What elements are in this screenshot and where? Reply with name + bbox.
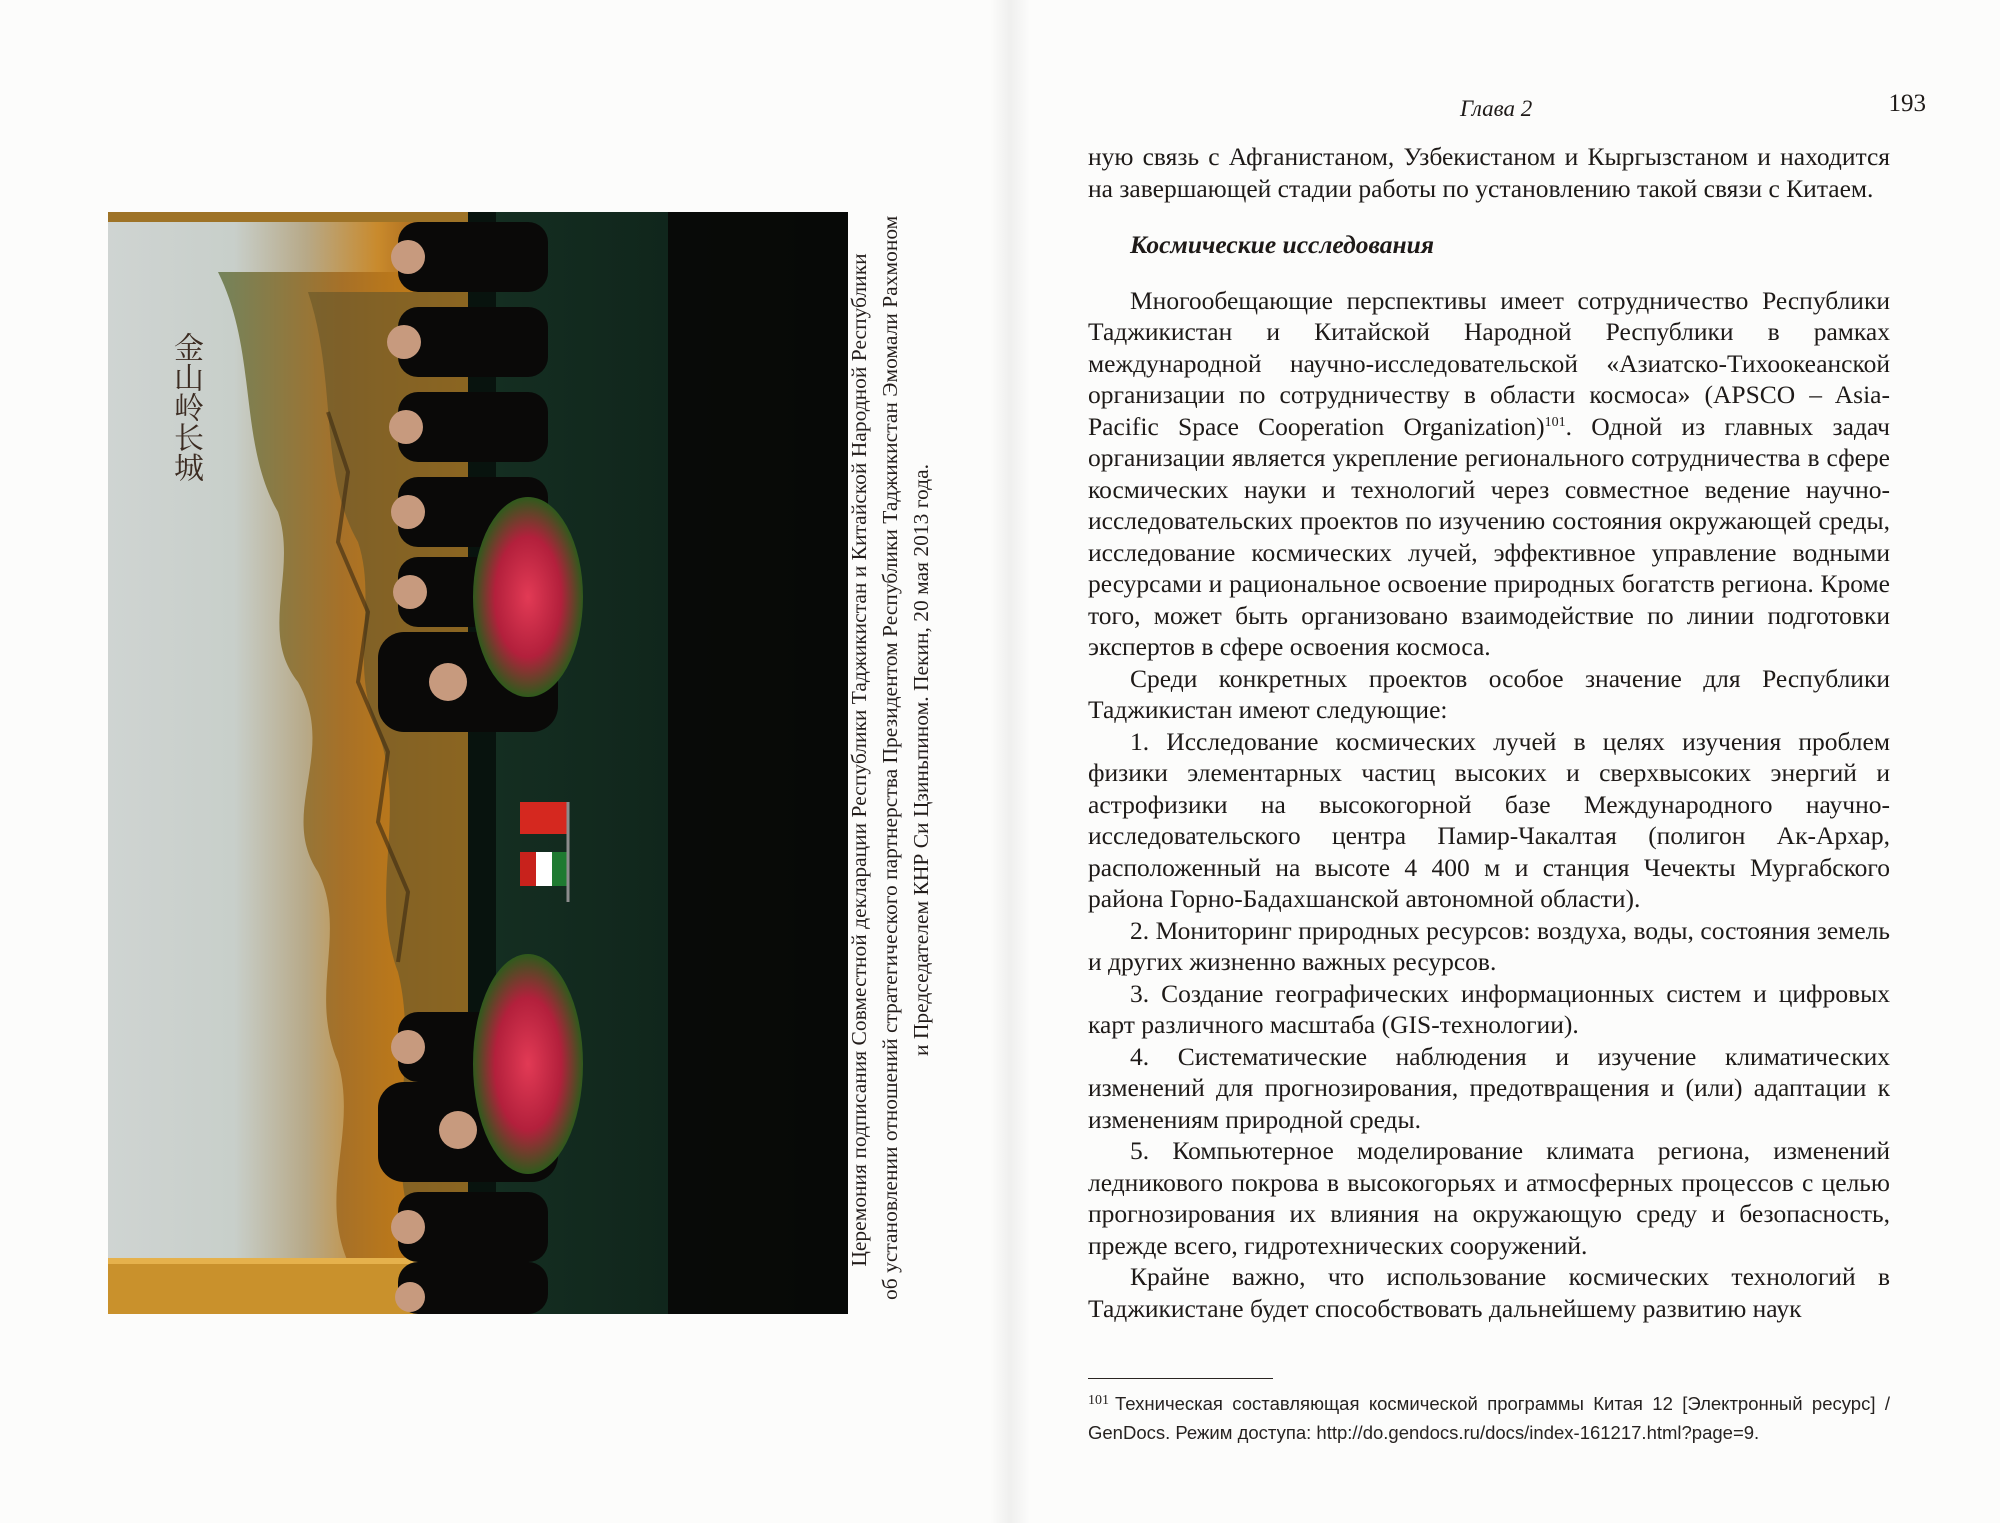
section-heading: Космические исследования (1130, 230, 1434, 259)
list-item-1: 1. Исследование космических лучей в целях изучения проблем физики элементарных частиц высоких и сверхвысоких энергий и астрофизики на высокогорной базе Международного научно-исследовательского центра Памир-Чакалтая (полигон Ак-Архар, расположенный на высоте 4 400 м и станция Чечекты Мургабского района Горно-Бадахшанской автономной области). (1088, 726, 1890, 913)
book-gutter (990, 0, 1030, 1523)
photo-caption (844, 215, 938, 1300)
body-text (1088, 141, 1890, 1324)
running-head (1088, 90, 1938, 130)
paragraph-1 (1088, 285, 1890, 663)
paragraph-1-part-b: . Одной из главных задач организации является укрепление регионального сотрудничества в сфере космических науки и технологий через совместное ведение научно-исследовательских проектов по изучению состояния окружающей среды, исследование космических лучей, эффективное управление водными ресурсами и рациональное освоение природных богатств региона. Кроме того, может быть организовано взаимодействие по линии подготовки экспертов в сфере освоения космоса. (1088, 411, 1890, 661)
list-item-2: 2. Мониторинг природных ресурсов: воздуха, воды, состояния земель и других жизненно важных ресурсов. (1088, 915, 1890, 976)
list-item-5: 5. Компьютерное моделирование климата региона, изменений ледникового покрова в высокогорьях и атмосферных процессов с целью прогнозирования их влияния на окружающую среду и безопасность, прежде всего, гидротехнических сооружений. (1088, 1136, 1890, 1260)
caption-line-1: Церемония подписания Совместной декларации Республики Таджикистан и Китайской Народной Республики (847, 253, 871, 1267)
chapter-title: Глава 2 (1460, 96, 1533, 121)
paragraph-3: Крайне важно, что использование космических технологий в Таджикистане будет способствовать дальнейшему развитию наук (1088, 1262, 1890, 1323)
footnote-text: Техническая составляющая космической программы Китая 12 [Электронный ресурс] / GenDocs. Режим доступа: http://do.gendocs.ru/docs/index-161217.html?page=9. (1088, 1393, 1890, 1443)
footnote-number: 101 (1088, 1393, 1109, 1408)
caption-line-3: и Председателем КНР Си Цзиньпином. Пекин, 20 мая 2013 года. (909, 463, 933, 1057)
page-number: 193 (1888, 90, 1926, 117)
footnote (1088, 1386, 1890, 1447)
list-item-3: 3. Создание географических информационных систем и цифровых карт различного масштаба (GIS-технологии). (1088, 978, 1890, 1039)
list-item-4: 4. Систематические наблюдения и изучение климатических изменений для прогнозирования, предотвращения и (или) адаптации к изменениям природной среды. (1088, 1041, 1890, 1134)
paragraph-1-part-a: Многообещающие перспективы имеет сотрудничество Республики Таджикистан и Китайской Народной Республики в рамках международной научно-исследовательской «Азиатско-Тихоокеанской организации по сотрудничеству в области космоса» (APSCO – Asia-Pacific Space Cooperation Organization) (1088, 285, 1890, 441)
paragraph-2: Среди конкретных проектов особое значение для Республики Таджикистан имеют следующие: (1088, 663, 1890, 724)
footnote-divider (1088, 1378, 1273, 1379)
intro-paragraph: ную связь с Афганистаном, Узбекистаном и Кыргызстаном и находится на завершающей стадии работы по установлению такой связи с Китаем. (1088, 142, 1890, 203)
calligraphy-inscription: 金山岭长城 (168, 332, 203, 482)
caption-line-2: об установлении отношений стратегического партнерства Президентом Республики Таджикистан Эмомали Рахмоном (878, 215, 902, 1300)
ceremony-photo (108, 212, 848, 1314)
footnote-ref: 101 (1544, 414, 1566, 430)
